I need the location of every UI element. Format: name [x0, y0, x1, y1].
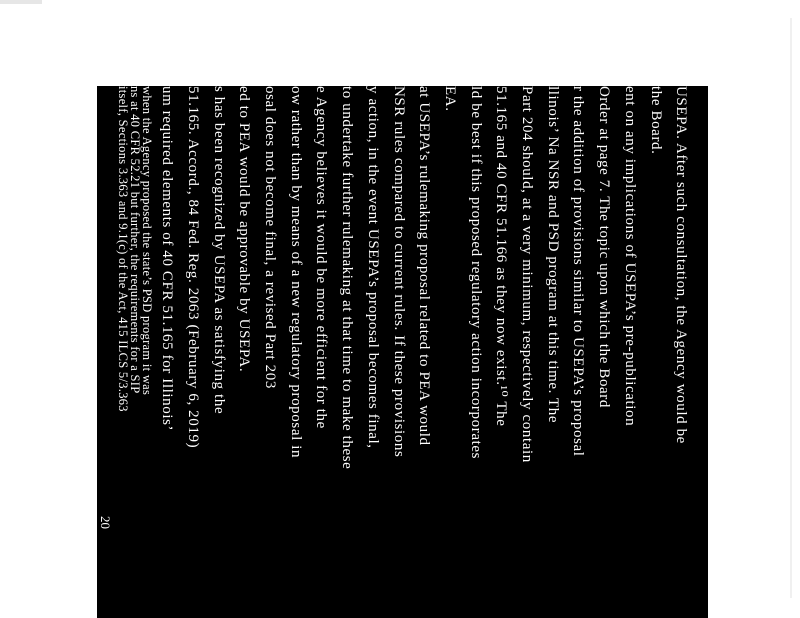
- footnote-line: ns at 40 CFR 52.21 but further, the requirements for a SIP: [128, 86, 142, 394]
- text-line: y action, in the event USEPA’s proposal becomes final,: [365, 86, 381, 449]
- scan-artifact: [0, 0, 42, 4]
- text-line: to undertake further rulemaking at that time to make these: [339, 86, 355, 470]
- text-line: NSR rules compared to current rules. If these provisions: [391, 86, 407, 458]
- text-line: USEPA. After such consultation, the Agency would be: [673, 86, 689, 444]
- text-line: e Agency believes it would be more efficient for the: [313, 86, 329, 429]
- text-line: at USEPA’s rulemaking proposal related to PEA would: [416, 86, 432, 446]
- text-line: the Board.: [648, 86, 664, 155]
- text-line: 51.165. Accord., 84 Fed. Reg. 2063 (February 6, 2019): [185, 86, 201, 449]
- text-line: Order at page 7. The topic upon which the Board: [596, 86, 612, 409]
- text-line: r the addition of provisions similar to USEPA’s proposal: [570, 86, 586, 457]
- text-line: EA.: [442, 86, 458, 112]
- text-line: s has been recognized by USEPA as satisfying the: [211, 86, 227, 415]
- text-line: ed to PEA would be approvable by USEPA.: [236, 86, 252, 373]
- page-number: 20: [98, 516, 113, 529]
- document-page: [97, 86, 708, 618]
- text-line: llinois’ Na NSR and PSD program at this time. The: [545, 86, 561, 424]
- text-line: ow rather than by means of a new regulatory proposal in: [288, 86, 304, 459]
- text-line: 51.165 and 40 CFR 51.166 as they now exist.¹⁰ The: [493, 86, 509, 427]
- text-line: ent on any implications of USEPA’s pre-publication: [622, 86, 638, 427]
- rotated-text-block: [97, 86, 708, 618]
- footnote-line: itself, Sections 3.363 and 9.1(c) of the Act, 415 ILCS 5/3.363: [116, 86, 130, 412]
- footnote-line: when the Agency proposed the state’s PSD program it was: [140, 86, 154, 396]
- text-line: um required elements of 40 CFR 51.165 for Illinois’: [159, 86, 175, 432]
- text-line: ld be best if this proposed regulatory action incorporates: [468, 86, 484, 460]
- text-line: Part 204 should, at a very minimum, respectively contain: [519, 86, 535, 463]
- text-line: osal does not become final, a revised Part 203: [262, 86, 278, 389]
- page-edge: [790, 18, 792, 598]
